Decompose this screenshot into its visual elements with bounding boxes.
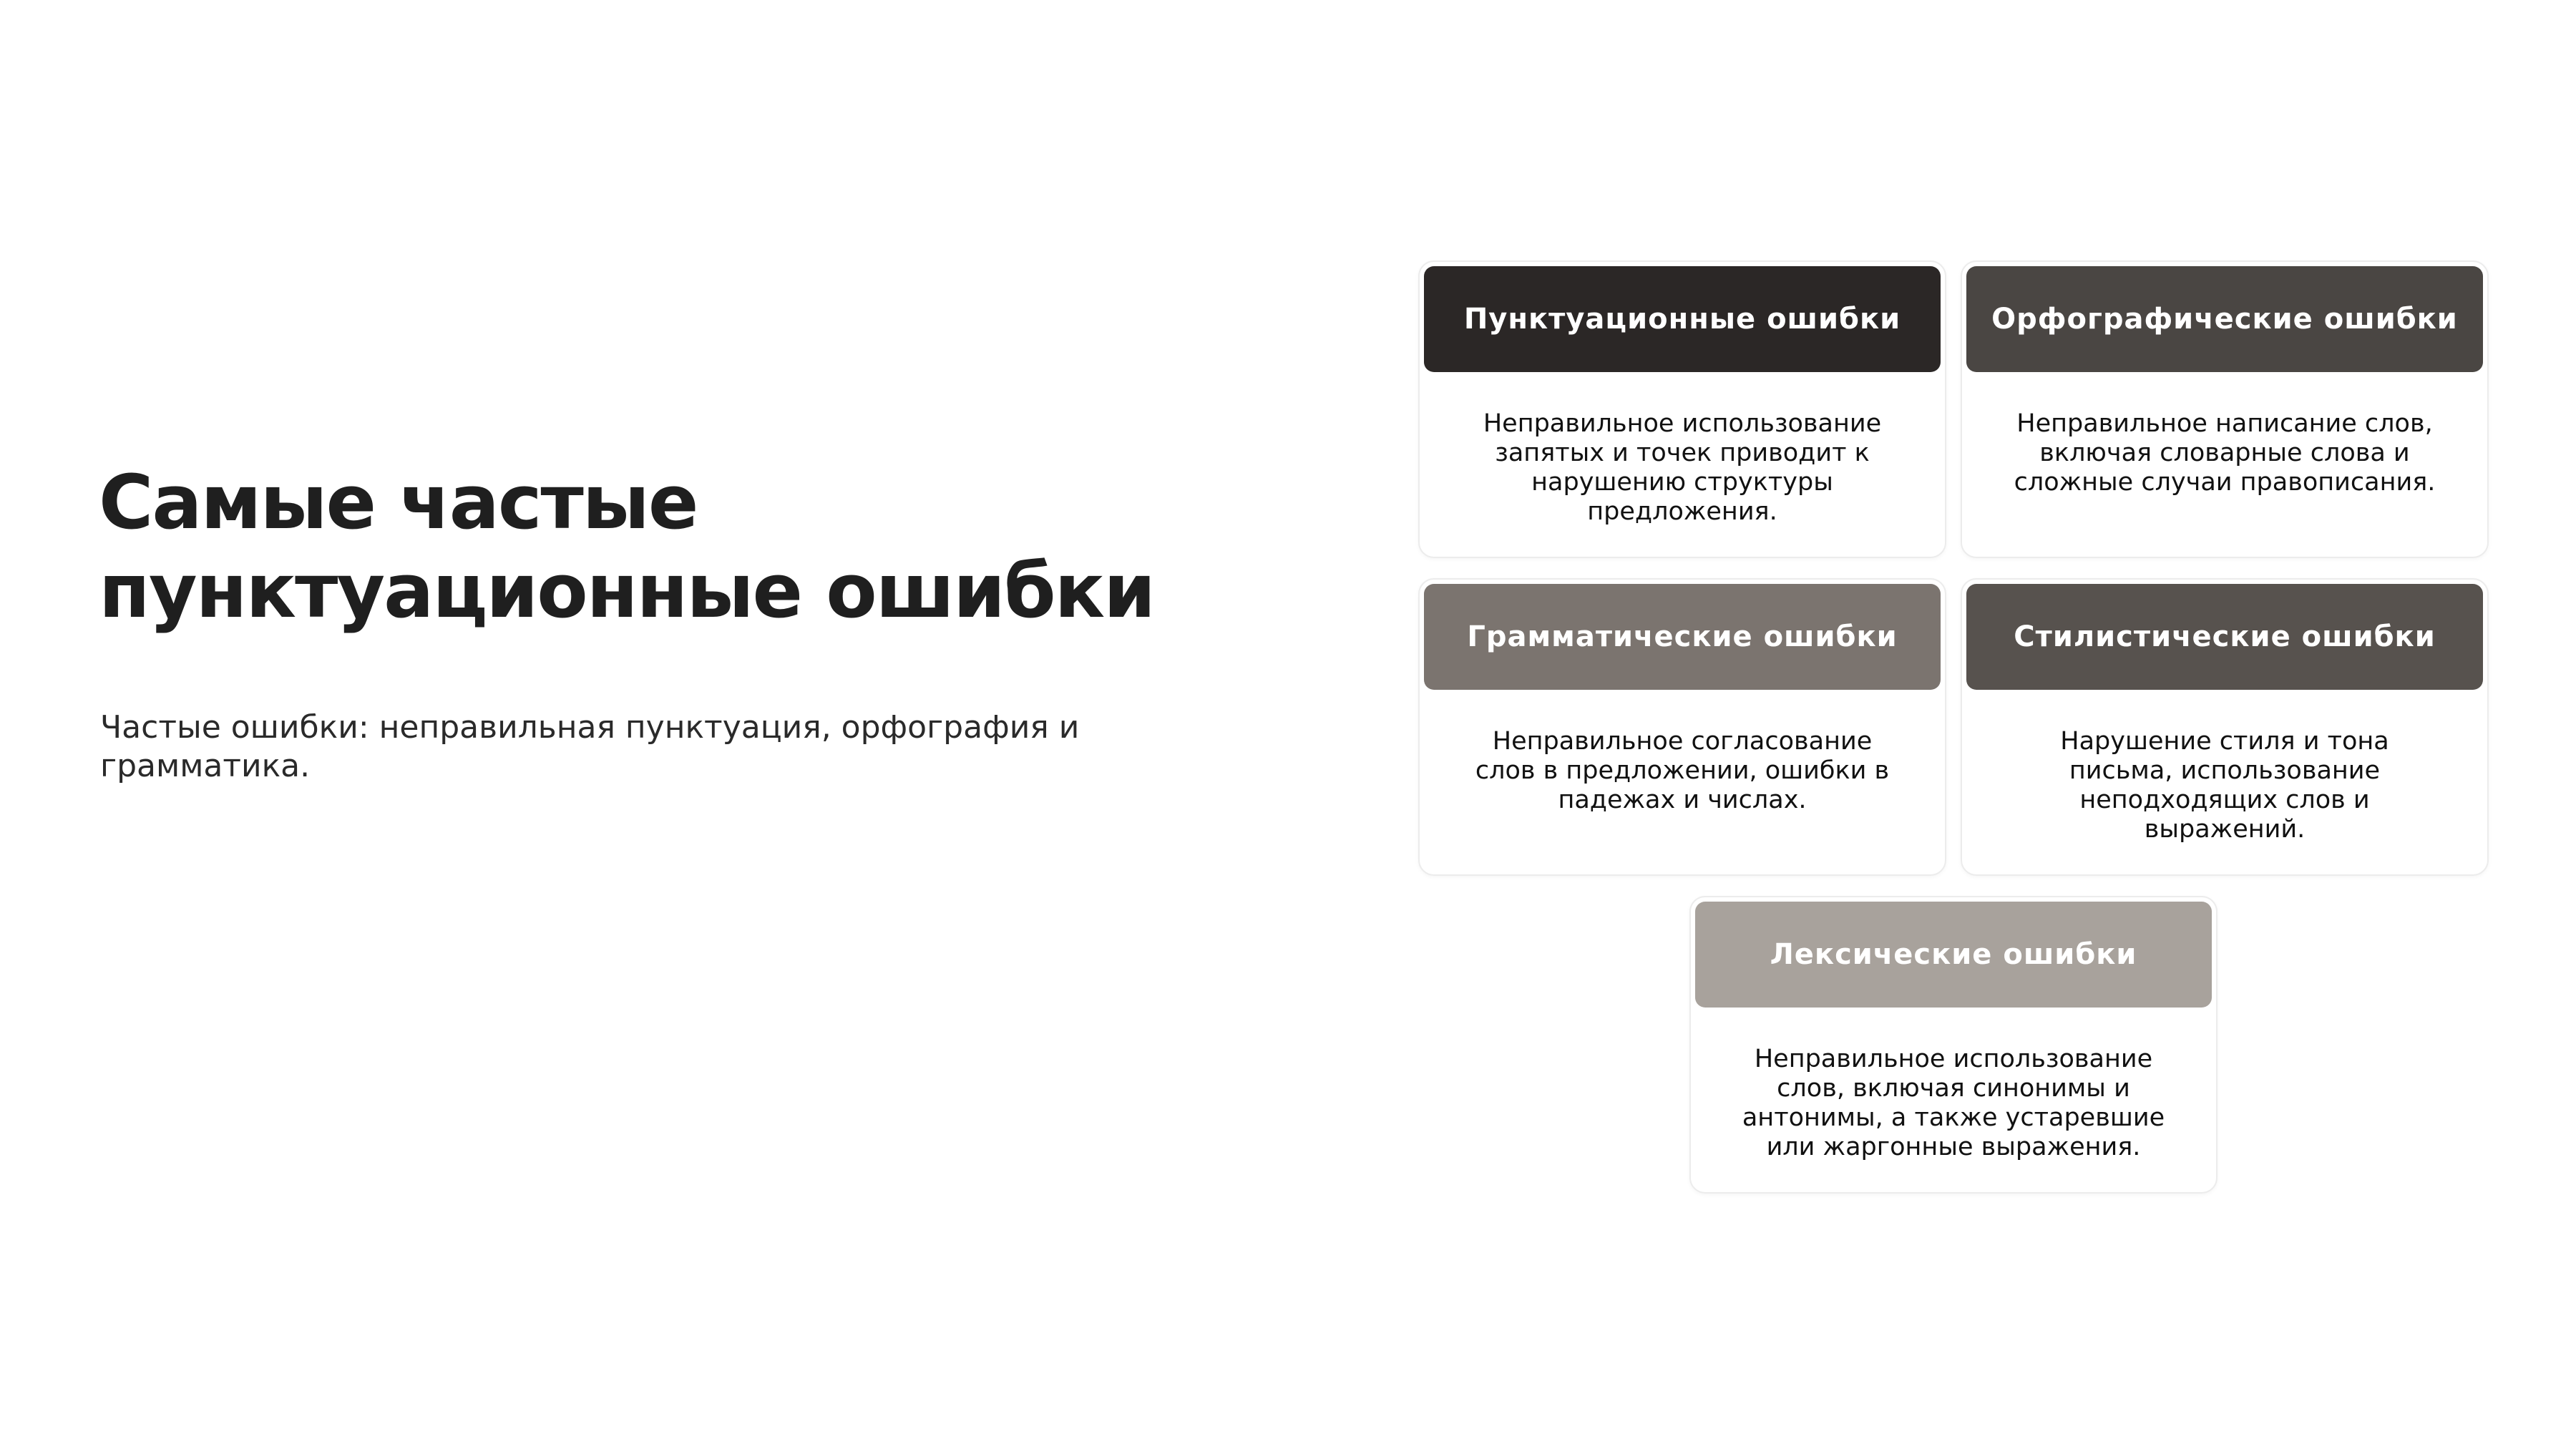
card-lexical-errors [1689,896,2218,1194]
card-header: Лексические ошибки [1695,902,2212,1008]
card-header: Орфографические ошибки [1966,266,2483,372]
card-description: Нарушение стиля и тона письма, использование неподходящих слов и выражений. [2060,727,2389,844]
card-grammar-errors [1418,578,1946,876]
card-header: Стилистические ошибки [1966,584,2483,690]
card-header: Пунктуационные ошибки [1424,266,1941,372]
card-description: Неправильное использование запятых и точек приводит к нарушению структуры предложения. [1483,409,1882,526]
card-description: Неправильное согласование слов в предложении, ошибки в падежах и числах. [1475,727,1890,814]
slide-title: Самые частые пунктуационные ошибки [99,459,1155,635]
card-header: Грамматические ошибки [1424,584,1941,690]
card-description: Неправильное написание слов, включая словарные слова и сложные случаи правописания. [2014,409,2436,497]
card-spelling-errors [1961,260,2489,558]
slide-subtitle: Частые ошибки: неправильная пунктуация, орфография и грамматика. [100,709,1080,784]
card-description: Неправильное использование слов, включая синонимы и антонимы, а также устаревшие или жаргонные выражения. [1742,1045,2165,1161]
card-style-errors [1961,578,2489,876]
card-punctuation-errors [1418,260,1946,558]
